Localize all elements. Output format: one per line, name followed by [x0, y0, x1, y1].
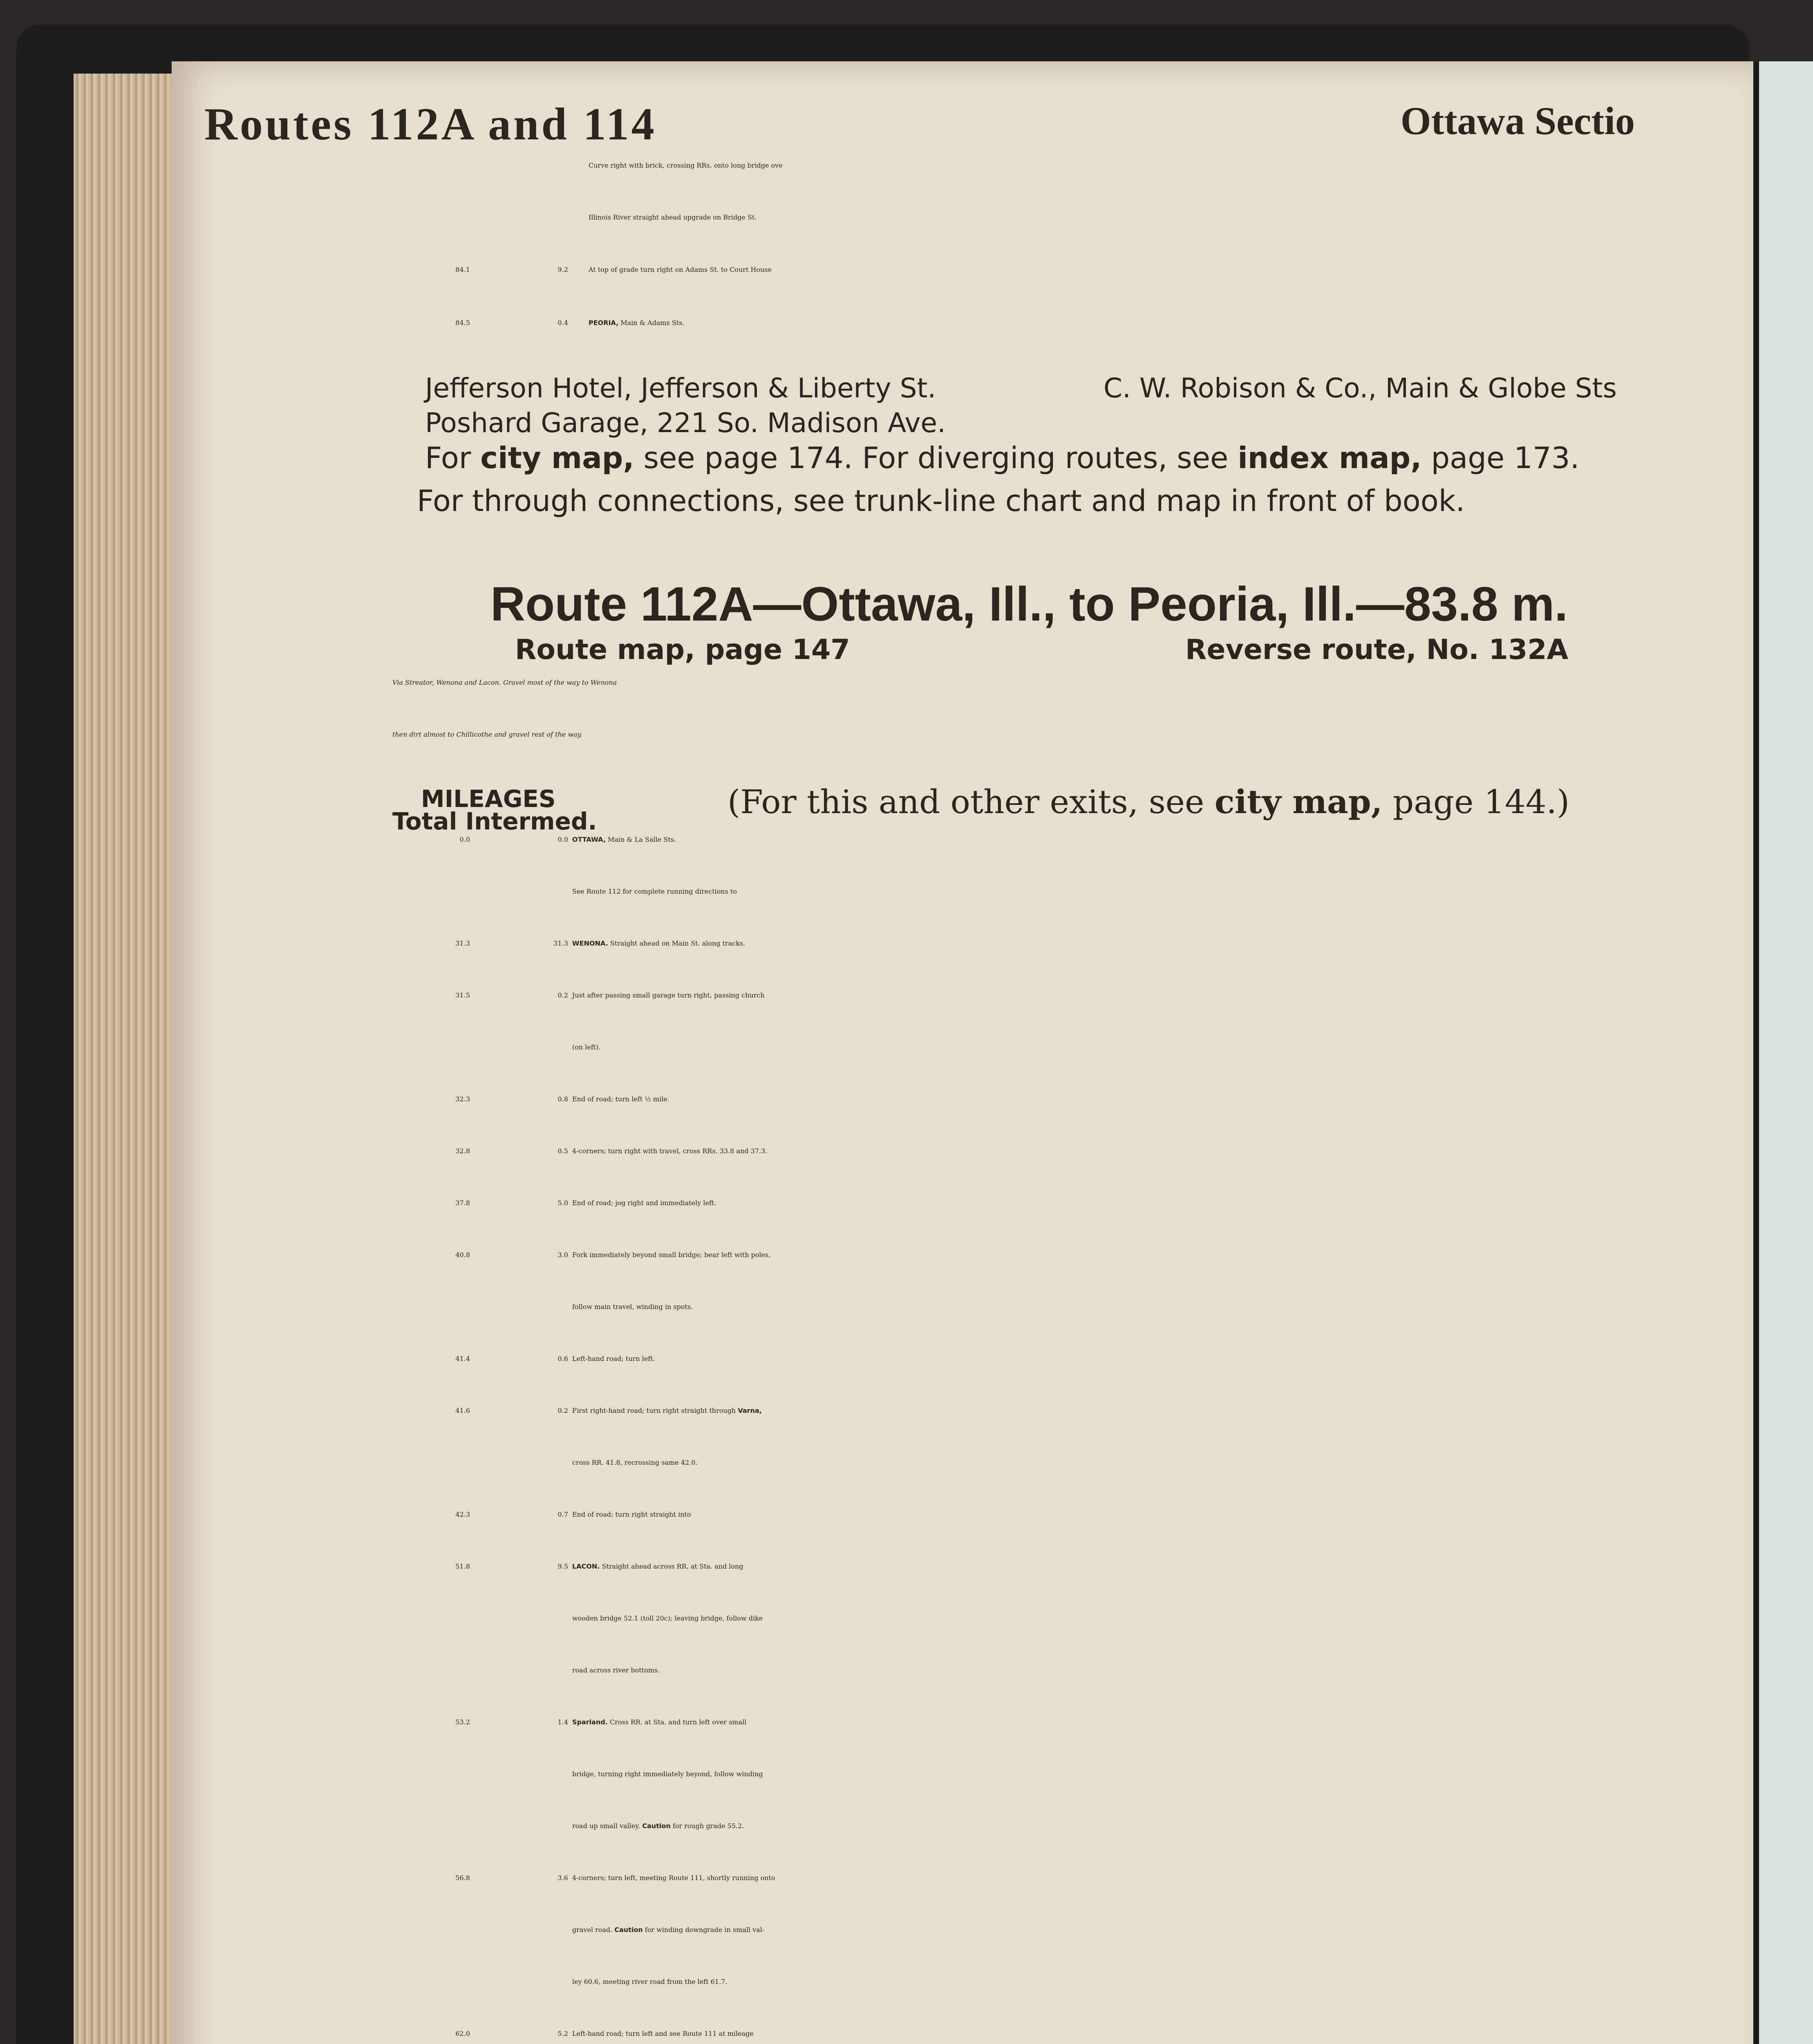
mileage-intermediate: 31.3: [553, 939, 568, 947]
direction-line: [572, 1978, 727, 1986]
direction-line: [572, 1147, 767, 1155]
direction-text: road up small valley.: [572, 1822, 642, 1830]
mileage-intermediate: 9.5: [557, 1562, 568, 1570]
mileage-total: 41.6: [455, 1407, 470, 1414]
mileage-intermediate: 0.7: [557, 1511, 568, 1518]
direction-line: [572, 1511, 691, 1518]
note-text: page 144.): [1382, 783, 1570, 821]
mileage-intermediate: 9.2: [557, 266, 568, 273]
mileage-intermediate: 1.4: [557, 1718, 568, 1726]
emphasis: Caution: [614, 1926, 643, 1934]
direction-text: for rough grade 55.2.: [670, 1822, 744, 1830]
direction-text: 4-corners; turn left, meeting Route 111, shortly running onto: [572, 1874, 775, 1882]
direction-line: [572, 1666, 660, 1674]
direction-text: (on left).: [572, 1043, 601, 1051]
direction-line: [572, 1199, 716, 1207]
note-text: For: [425, 441, 481, 475]
direction-line: [572, 1562, 743, 1570]
direction-text: End of road; turn left ½ mile.: [572, 1095, 669, 1103]
mileage-total: 62.0: [455, 2030, 470, 2037]
direction-line: [572, 1718, 746, 1726]
mileage-intermediate: 0.2: [557, 1407, 568, 1414]
route-via: then dirt almost to Chillicothe and gravel rest of the way.: [392, 731, 582, 738]
route-map-ref: Route map, page 147: [515, 634, 850, 666]
direction-text: Main & Adams Sts.: [618, 319, 685, 327]
direction-text: wooden bridge 52.1 (toll 20c); leaving bridge, follow dike: [572, 1614, 763, 1622]
mileage-intermediate: 3.6: [557, 1874, 568, 1882]
note-bold: index map,: [1238, 441, 1422, 475]
mileages-subheader: Total Intermed.: [392, 807, 597, 835]
direction-text: ley 60.6, meeting river road from the left 61.7.: [572, 1978, 727, 1986]
mileage-total: 51.8: [455, 1562, 470, 1570]
note-text: see page 174. For diverging routes, see: [634, 441, 1238, 475]
mileage-intermediate: 0.5: [557, 1147, 568, 1155]
mileage-intermediate: 3.0: [557, 1251, 568, 1259]
direction-text: Straight ahead across RR. at Sta. and long: [600, 1562, 743, 1570]
direction-text: gravel road.: [572, 1926, 615, 1934]
direction-line: [572, 2030, 754, 2037]
direction-text: End of road; turn right straight into: [572, 1511, 691, 1518]
direction-line: [572, 1043, 601, 1051]
route-via: Via Streator, Wenona and Lacon. Gravel most of the way to Wenona: [392, 679, 617, 686]
reverse-route-ref: Reverse route, No. 132A: [1185, 634, 1569, 666]
page-header: [204, 98, 1635, 151]
direction-line: At top of grade turn right on Adams St. to Court House: [589, 266, 772, 273]
mileage-intermediate: 5.0: [557, 1199, 568, 1207]
mileage-total: 40.8: [455, 1251, 470, 1259]
mileage-intermediate: 0.8: [557, 1095, 568, 1103]
direction-text: bridge, turning right immediately beyond, follow winding: [572, 1770, 763, 1778]
mileage-intermediate: 0.6: [557, 1355, 568, 1363]
note-bold: city map,: [1214, 782, 1383, 821]
direction-text: road across river bottoms.: [572, 1666, 660, 1674]
note-bold: city map,: [480, 441, 634, 475]
header-routes: Routes 112A and 114: [204, 99, 657, 150]
town-name: PEORIA,: [589, 319, 619, 327]
mileage-total: 84.5: [455, 319, 470, 327]
note-text: (For this and other exits, see: [727, 783, 1215, 821]
note-text: page 173.: [1421, 441, 1580, 475]
direction-line: [572, 1407, 762, 1414]
garage-listing: C. W. Robison & Co., Main & Globe Sts: [1103, 372, 1617, 404]
town-name: WENONA.: [572, 939, 608, 947]
direction-text: Just after passing small garage turn right, passing church: [572, 991, 765, 999]
emphasis: Caution: [642, 1822, 671, 1830]
mileage-total: 84.1: [455, 266, 470, 273]
town-name: Sparland.: [572, 1718, 608, 1726]
direction-text: for winding downgrade in small val-: [642, 1926, 765, 1934]
direction-line: [589, 319, 685, 327]
direction-text: Left-hand road; turn left and see Route 111 at mileage: [572, 2030, 754, 2037]
direction-line: [572, 991, 765, 999]
direction-line: [572, 939, 745, 947]
header-section: Ottawa Sectio: [1400, 99, 1635, 143]
direction-text: Main & La Salle Sts.: [605, 836, 676, 843]
mileage-total: 41.4: [455, 1355, 470, 1363]
direction-line: [572, 888, 737, 895]
direction-text: Fork immediately beyond small bridge; bear left with poles,: [572, 1251, 771, 1259]
direction-line: [572, 1874, 775, 1882]
direction-line: [572, 1770, 763, 1778]
direction-text: Cross RR. at Sta. and turn left over small: [607, 1718, 747, 1726]
direction-line: [572, 1251, 770, 1259]
garage-listing: Poshard Garage, 221 So. Madison Ave.: [425, 407, 946, 439]
emphasis: Varna,: [738, 1407, 762, 1414]
exits-note: [727, 782, 1569, 821]
direction-line: [572, 1926, 764, 1934]
direction-text: End of road; jog right and immediately left.: [572, 1199, 716, 1207]
direction-line: [572, 1303, 693, 1311]
mileage-total: 31.3: [455, 939, 470, 947]
mileage-total: 31.5: [455, 991, 470, 999]
town-name: OTTAWA,: [572, 836, 606, 843]
town-name: LACON.: [572, 1562, 600, 1570]
direction-line: [572, 1822, 744, 1830]
adjacent-page-strip: [1753, 61, 1813, 2044]
direction-text: Left-hand road; turn left.: [572, 1355, 655, 1363]
book-page: [172, 61, 1753, 2044]
mileage-total: 0.0: [459, 836, 470, 843]
mileage-total: 53.2: [455, 1718, 470, 1726]
through-note: For through connections, see trunk-line chart and map in front of book.: [417, 484, 1465, 518]
mileage-intermediate: 0.4: [557, 319, 568, 327]
direction-text: See Route 112 for complete running directions to: [572, 888, 737, 895]
mileage-total: 42.3: [455, 1511, 470, 1518]
mileage-intermediate: 0.0: [557, 836, 568, 843]
direction-text: First right-hand road; turn right straight through: [572, 1407, 738, 1414]
hotel-listing: Jefferson Hotel, Jefferson & Liberty St.: [425, 372, 936, 404]
mileage-total: 32.8: [455, 1147, 470, 1155]
mileage-total: 56.8: [455, 1874, 470, 1882]
direction-line: [572, 836, 676, 843]
mileage-total: 32.3: [455, 1095, 470, 1103]
direction-line: [572, 1459, 698, 1466]
direction-text: cross RR. 41.8, recrossing same 42.0.: [572, 1459, 698, 1466]
text-line: Curve right with brick, crossing RRs. onto long bridge ove: [589, 161, 783, 169]
mileage-intermediate: 0.2: [557, 991, 568, 999]
direction-text: Straight ahead on Main St. along tracks.: [608, 939, 745, 947]
text-line: Illinois River straight ahead upgrade on Bridge St.: [589, 213, 757, 221]
city-map-note: [425, 439, 1579, 476]
direction-text: 4-corners; turn right with travel, cross RRs. 33.8 and 37.3.: [572, 1147, 768, 1155]
direction-line: [572, 1614, 763, 1622]
direction-text: follow main travel, winding in spots.: [572, 1303, 693, 1311]
route-title: Route 112A—Ottawa, Ill., to Peoria, Ill.—83.8 m.: [490, 577, 1568, 631]
mileages-label: MILEAGES: [421, 785, 556, 813]
mileage-total: 37.8: [455, 1199, 470, 1207]
direction-line: [572, 1095, 669, 1103]
direction-line: [572, 1355, 655, 1363]
mileage-intermediate: 5.2: [557, 2030, 568, 2037]
